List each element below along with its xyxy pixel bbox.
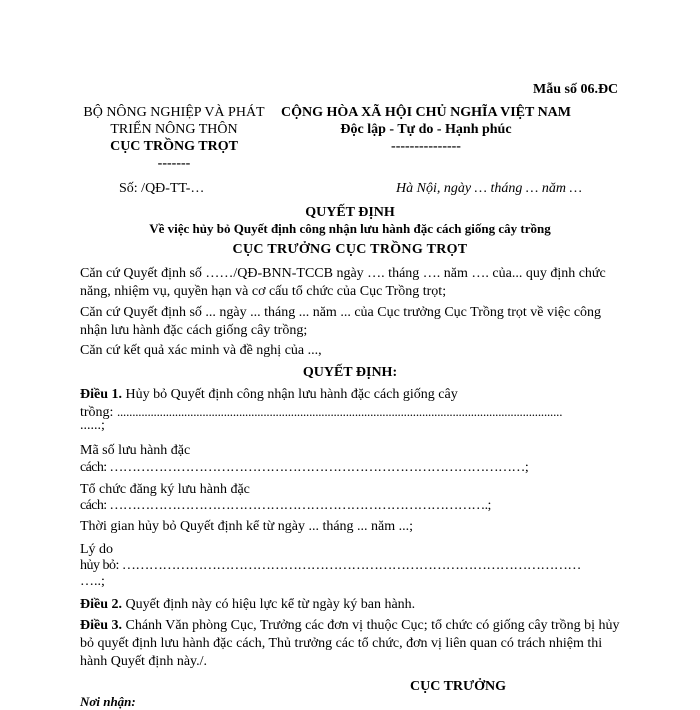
nation-motto: Độc lập - Tự do - Hạnh phúc bbox=[340, 122, 512, 137]
article-2-label: Điều 2. bbox=[80, 597, 122, 612]
agency-name: CỤC TRỒNG TRỌT bbox=[110, 139, 238, 154]
recipients-label: Nơi nhận: bbox=[80, 694, 136, 709]
form-number: Mẫu số 06.ĐC bbox=[533, 82, 619, 97]
decides-heading: QUYẾT ĐỊNH: bbox=[302, 365, 398, 380]
agency-header bbox=[78, 104, 270, 172]
reason-line: hủy bỏ: ………………………………………………………………………………………… bbox=[80, 558, 581, 573]
article-1-label: Điều 1. bbox=[80, 387, 122, 402]
document-title: QUYẾT ĐỊNH bbox=[305, 205, 395, 220]
legal-basis-3: Căn cứ kết quả xác minh và đề nghị của ..., bbox=[80, 343, 322, 358]
article-1-crop-tail: ......; bbox=[80, 418, 105, 433]
nation-name: CỘNG HÒA XÃ HỘI CHỦ NGHĨA VIỆT NAM bbox=[280, 105, 571, 120]
agency-line-1: BỘ NÔNG NGHIỆP VÀ PHÁT bbox=[83, 105, 265, 120]
nation-header bbox=[276, 104, 576, 155]
nation-rule: --------------- bbox=[391, 139, 461, 154]
revocation-time: Thời gian hủy bỏ Quyết định kể từ ngày ... tháng ... năm ...; bbox=[80, 519, 414, 534]
agency-line-2: TRIỂN NÔNG THÔN bbox=[110, 122, 238, 137]
article-2 bbox=[80, 597, 415, 613]
place-date: Hà Nội, ngày … tháng … năm … bbox=[396, 181, 582, 196]
issuer-title: CỤC TRƯỞNG CỤC TRỒNG TRỌT bbox=[232, 242, 468, 257]
article-1-crop-line bbox=[80, 404, 620, 421]
crop-dots: .................................................................................................................................................. bbox=[116, 404, 563, 419]
article-1 bbox=[80, 387, 458, 403]
code-label: Mã số lưu hành đặc bbox=[80, 443, 191, 458]
signer-title: CỤC TRƯỞNG bbox=[410, 679, 507, 694]
article-2-text: Quyết định này có hiệu lực kể từ ngày ký ban hành. bbox=[122, 597, 416, 612]
crop-label: trồng: bbox=[80, 405, 117, 420]
article-1-text: Hủy bỏ Quyết định công nhận lưu hành đặc cách giống cây bbox=[122, 387, 458, 402]
article-3-text: Chánh Văn phòng Cục, Trưởng các đơn vị thuộc Cục; tổ chức có giống cây trồng bị hủy bỏ quyết định lưu hành đặc cách, Thủ trưởng các tổ chức, đơn vị liên quan có trách nhiệm thi hành Quyết định này./. bbox=[80, 618, 620, 669]
org-label: Tổ chức đăng ký lưu hành đặc bbox=[80, 482, 250, 497]
document-subject: Về việc hủy bỏ Quyết định công nhận lưu hành đặc cách giống cây trồng bbox=[149, 221, 551, 236]
article-3 bbox=[80, 617, 620, 671]
document-number: Số: /QĐ-TT-… bbox=[119, 181, 205, 196]
legal-basis-1: Căn cứ Quyết định số ……/QĐ-BNN-TCCB ngày …. tháng …. năm …. của... quy định chức năng, nhiệm vụ, quyền hạn và cơ cấu tổ chức của Cục Trồng trọt; bbox=[80, 266, 606, 299]
legal-basis-2: Căn cứ Quyết định số ... ngày ... tháng ... năm ... của Cục trưởng Cục Trồng trọt về việc công nhận lưu hành đặc cách giống cây trồng; bbox=[80, 305, 602, 338]
agency-rule: ------- bbox=[157, 156, 191, 171]
article-3-label: Điều 3. bbox=[80, 618, 122, 633]
reason-tail: …..; bbox=[80, 574, 105, 589]
org-line: cách: ………………………………………………………………………….; bbox=[80, 498, 491, 513]
code-line: cách: …………………………………………………………………………………; bbox=[80, 460, 529, 475]
reason-label: Lý do bbox=[80, 542, 114, 557]
